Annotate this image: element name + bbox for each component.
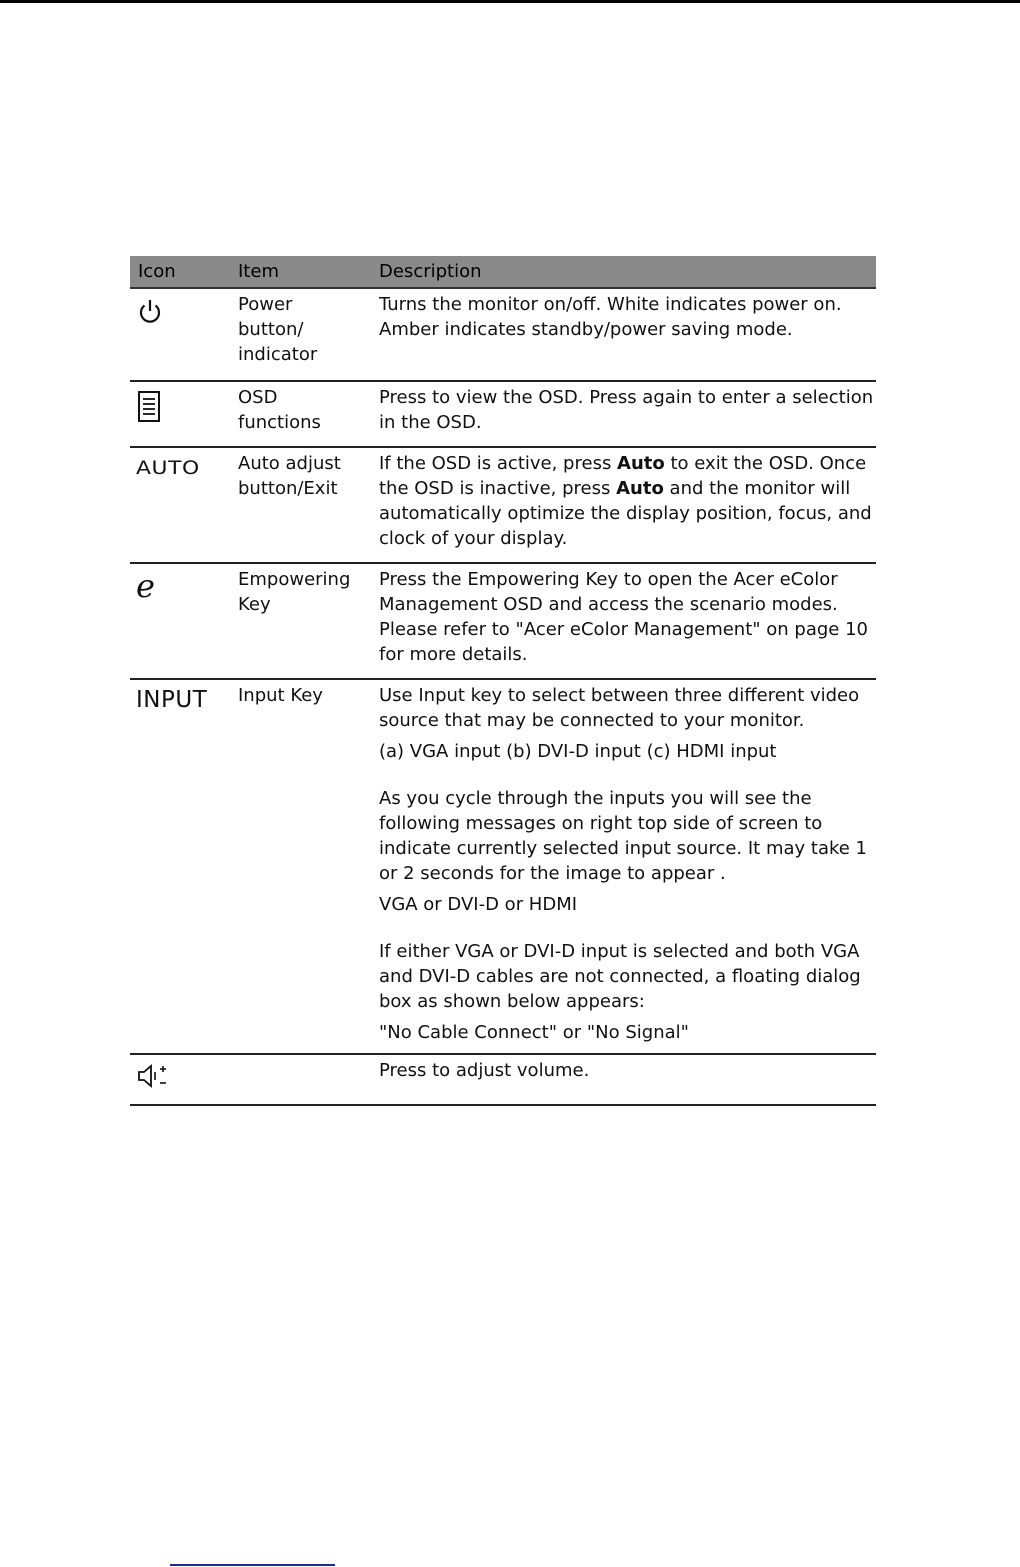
header-icon: Icon xyxy=(130,256,230,288)
auto-desc-part-1: If the OSD is active, press xyxy=(379,453,618,474)
table-row-empowering xyxy=(130,563,876,679)
auto-desc-bold-1: Auto xyxy=(617,453,665,474)
input-desc-intro: Use Input key to select between three different video source that may be connected to your monitor. xyxy=(379,685,860,731)
header-description: Description xyxy=(371,256,876,288)
volume-icon-cell xyxy=(130,1054,230,1105)
top-rule xyxy=(0,0,1020,3)
auto-desc-part-3: and the monitor will automatically optimize the display position, focus, and clock of your display. xyxy=(379,478,872,549)
volume-item xyxy=(230,1054,371,1105)
table-row-input xyxy=(130,679,876,1054)
table-header-row xyxy=(130,256,876,288)
empowering-description: Press the Empowering Key to open the Acer eColor Management OSD and access the scenario modes. Please refer to "Acer eColor Management" on page 10 for more details. xyxy=(371,563,876,679)
auto-desc-part-2: to exit the OSD. Once the OSD is inactive, press xyxy=(379,453,867,499)
input-desc-sources: VGA or DVI-D or HDMI xyxy=(379,894,578,915)
osd-description: Press to view the OSD. Press again to enter a selection in the OSD. xyxy=(371,381,876,447)
empowering-e-icon: e xyxy=(136,567,155,605)
input-description xyxy=(371,679,876,1054)
table-row-volume xyxy=(130,1054,876,1105)
osd-item: OSD functions xyxy=(230,381,371,447)
input-icon: INPUT xyxy=(136,687,208,713)
input-desc-no-cable: If either VGA or DVI-D input is selected and both VGA and DVI-D cables are not connected, a floating dialog box as shown below appears: xyxy=(379,941,861,1012)
auto-description xyxy=(371,447,876,563)
footer-link-underline xyxy=(170,1564,335,1566)
osd-icon-cell xyxy=(130,381,230,447)
header-item: Item xyxy=(230,256,371,288)
input-icon-cell xyxy=(130,679,230,1054)
power-item: Power button/ indicator xyxy=(230,288,371,381)
menu-icon xyxy=(136,390,164,424)
input-desc-options: (a) VGA input (b) DVI-D input (c) HDMI input xyxy=(379,741,777,762)
input-desc-messages: "No Cable Connect" or "No Signal" xyxy=(379,1022,689,1043)
input-item: Input Key xyxy=(230,679,371,1054)
table-row-osd xyxy=(130,381,876,447)
power-icon-cell xyxy=(130,288,230,381)
controls-table xyxy=(130,256,876,1106)
auto-icon-cell xyxy=(130,447,230,563)
input-desc-cycle: As you cycle through the inputs you will see the following messages on right top side of screen to indicate currently selected input source. It may take 1 or 2 seconds for the image to appear . xyxy=(379,788,868,884)
empowering-icon-cell xyxy=(130,563,230,679)
volume-description: Press to adjust volume. xyxy=(371,1054,876,1105)
volume-icon xyxy=(136,1063,170,1089)
auto-icon: AUTO xyxy=(136,457,200,479)
table-row-auto xyxy=(130,447,876,563)
table-row-power xyxy=(130,288,876,381)
empowering-item: Empowering Key xyxy=(230,563,371,679)
auto-desc-bold-2: Auto xyxy=(616,478,664,499)
power-description: Turns the monitor on/off. White indicates power on. Amber indicates standby/power saving mode. xyxy=(371,288,876,381)
auto-item: Auto adjust button/Exit xyxy=(230,447,371,563)
power-icon xyxy=(136,297,164,325)
